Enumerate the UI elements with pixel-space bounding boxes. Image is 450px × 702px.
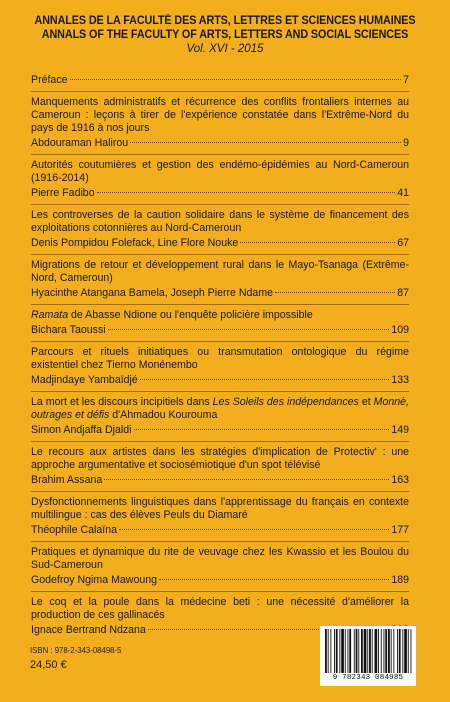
toc-title-italic: Les Soleils des indépendances [212, 396, 359, 408]
leader-dots [275, 292, 395, 293]
toc-page: 189 [391, 574, 409, 586]
toc-author: Simon Andjaffa Djaldi [31, 424, 132, 436]
leader-dots [104, 479, 389, 480]
toc-entry [31, 154, 409, 200]
barcode-digits: 9 782343 084985 [332, 674, 404, 682]
toc-title-mid: et [358, 396, 374, 408]
leader-dots [70, 79, 402, 80]
toc-entry [31, 391, 409, 437]
toc-title: Autorités coutumières et gestion des endémo-épidémies au Nord-Cameroun (1916-2014) [31, 159, 409, 184]
cover-header [0, 14, 450, 56]
volume-label: Vol. XVI - 2015 [186, 43, 264, 55]
toc-page: 9 [403, 137, 409, 149]
toc-title: Le recours aux artistes dans les stratégies d'implication de Protectiv' : une approche argumentative et sociosémiotique d'un spot télévisé [31, 446, 409, 471]
toc-title: Manquements administratifs et récurrence des conflits frontaliers internes au Cameroun : leçons à tirer de l'expérience constatée dans l'Extrême-Nord du pays de 1916 à nos jours [31, 96, 409, 134]
toc-page: 149 [391, 424, 409, 436]
toc-title-italic: Monnè, outrages et défis [31, 396, 409, 421]
toc-title [31, 309, 409, 322]
leader-dots [134, 429, 390, 430]
isbn-text: ISBN : 978-2-343-08498-5 [30, 646, 122, 655]
toc-page: 109 [391, 324, 409, 336]
leader-dots [130, 142, 401, 143]
toc-title [31, 396, 409, 422]
toc-entry [31, 91, 409, 150]
toc-entry [31, 304, 409, 337]
leader-dots [140, 379, 390, 380]
toc-title: Parcours et rituels initiatiques ou transmutation ontologique du régime existentiel chez Tierno Monénembo [31, 346, 409, 371]
toc-page: 87 [397, 287, 409, 299]
toc-title-italic: Ramata [31, 309, 69, 321]
toc-author: Pierre Fadibo [31, 187, 95, 199]
leader-dots [97, 192, 396, 193]
toc-author: Théophile Calaïna [31, 524, 117, 536]
toc-page: 177 [391, 524, 409, 536]
toc-author: Bichara Taoussi [31, 324, 106, 336]
toc-author: Brahim Assana [31, 474, 103, 486]
toc-author: Hyacinthe Atangana Bamela, Joseph Pierre Ndame [31, 287, 274, 299]
toc-entry-preface [31, 74, 409, 87]
toc-page: 133 [391, 374, 409, 386]
toc-title: Le coq et la poule dans la médecine beti : une nécessité d'améliorer la production de ces gallinacés [31, 596, 409, 621]
toc-author: Abdouraman Halirou [31, 137, 129, 149]
toc-entry [31, 341, 409, 387]
toc-title: Pratiques et dynamique du rite de veuvage chez les Kwassio et les Boulou du Sud-Cameroun [31, 546, 409, 571]
toc-page: 67 [397, 237, 409, 249]
toc-title-post: d'Ahmadou Kourouma [109, 409, 218, 421]
leader-dots [159, 579, 389, 580]
toc-author: Ignace Bertrand Ndzana [31, 624, 146, 636]
leader-dots [240, 242, 395, 243]
toc-page: 7 [403, 74, 409, 86]
toc-page: 41 [397, 187, 409, 199]
toc-entry [31, 491, 409, 537]
toc-entry [31, 204, 409, 250]
toc-page: 163 [391, 474, 409, 486]
price-text: 24,50 € [30, 659, 67, 671]
toc-entry [31, 541, 409, 587]
toc-title: Migrations de retour et développement rural dans le Mayo-Tsanaga (Extrême-Nord, Cameroun) [31, 259, 409, 284]
journal-title-fr: ANNALES DE LA FACULTÉ DES ARTS, LETTRES ET SCIENCES HUMAINES [34, 14, 416, 27]
toc-title: Dysfonctionnements linguistiques dans l'apprentissage du français en contexte multilingue : cas des élèves Peuls du Diamaré [31, 496, 409, 521]
toc-author: Madjindaye Yambaïdjé [31, 374, 138, 386]
toc-entry [31, 441, 409, 487]
toc-title-pre: La mort et les discours incipitiels dans [31, 396, 213, 408]
leader-dots [108, 329, 390, 330]
journal-title-en: ANNALS OF THE FACULTY OF ARTS, LETTERS AND SOCIAL SCIENCES [41, 28, 409, 41]
barcode [320, 626, 416, 686]
barcode-bars [324, 629, 412, 673]
toc-author: Godefroy Ngima Mawoung [31, 574, 158, 586]
toc-entry [31, 254, 409, 300]
table-of-contents [31, 74, 409, 641]
toc-author: Préface [31, 74, 68, 86]
toc-title-rest: de Abasse Ndione ou l'enquête policière impossible [68, 309, 313, 321]
toc-author: Denis Pompidou Folefack, Line Flore Nouke [31, 237, 239, 249]
leader-dots [119, 529, 389, 530]
toc-title: Les controverses de la caution solidaire dans le système de financement des exploitations cotonnières au Nord-Cameroun [31, 209, 409, 234]
